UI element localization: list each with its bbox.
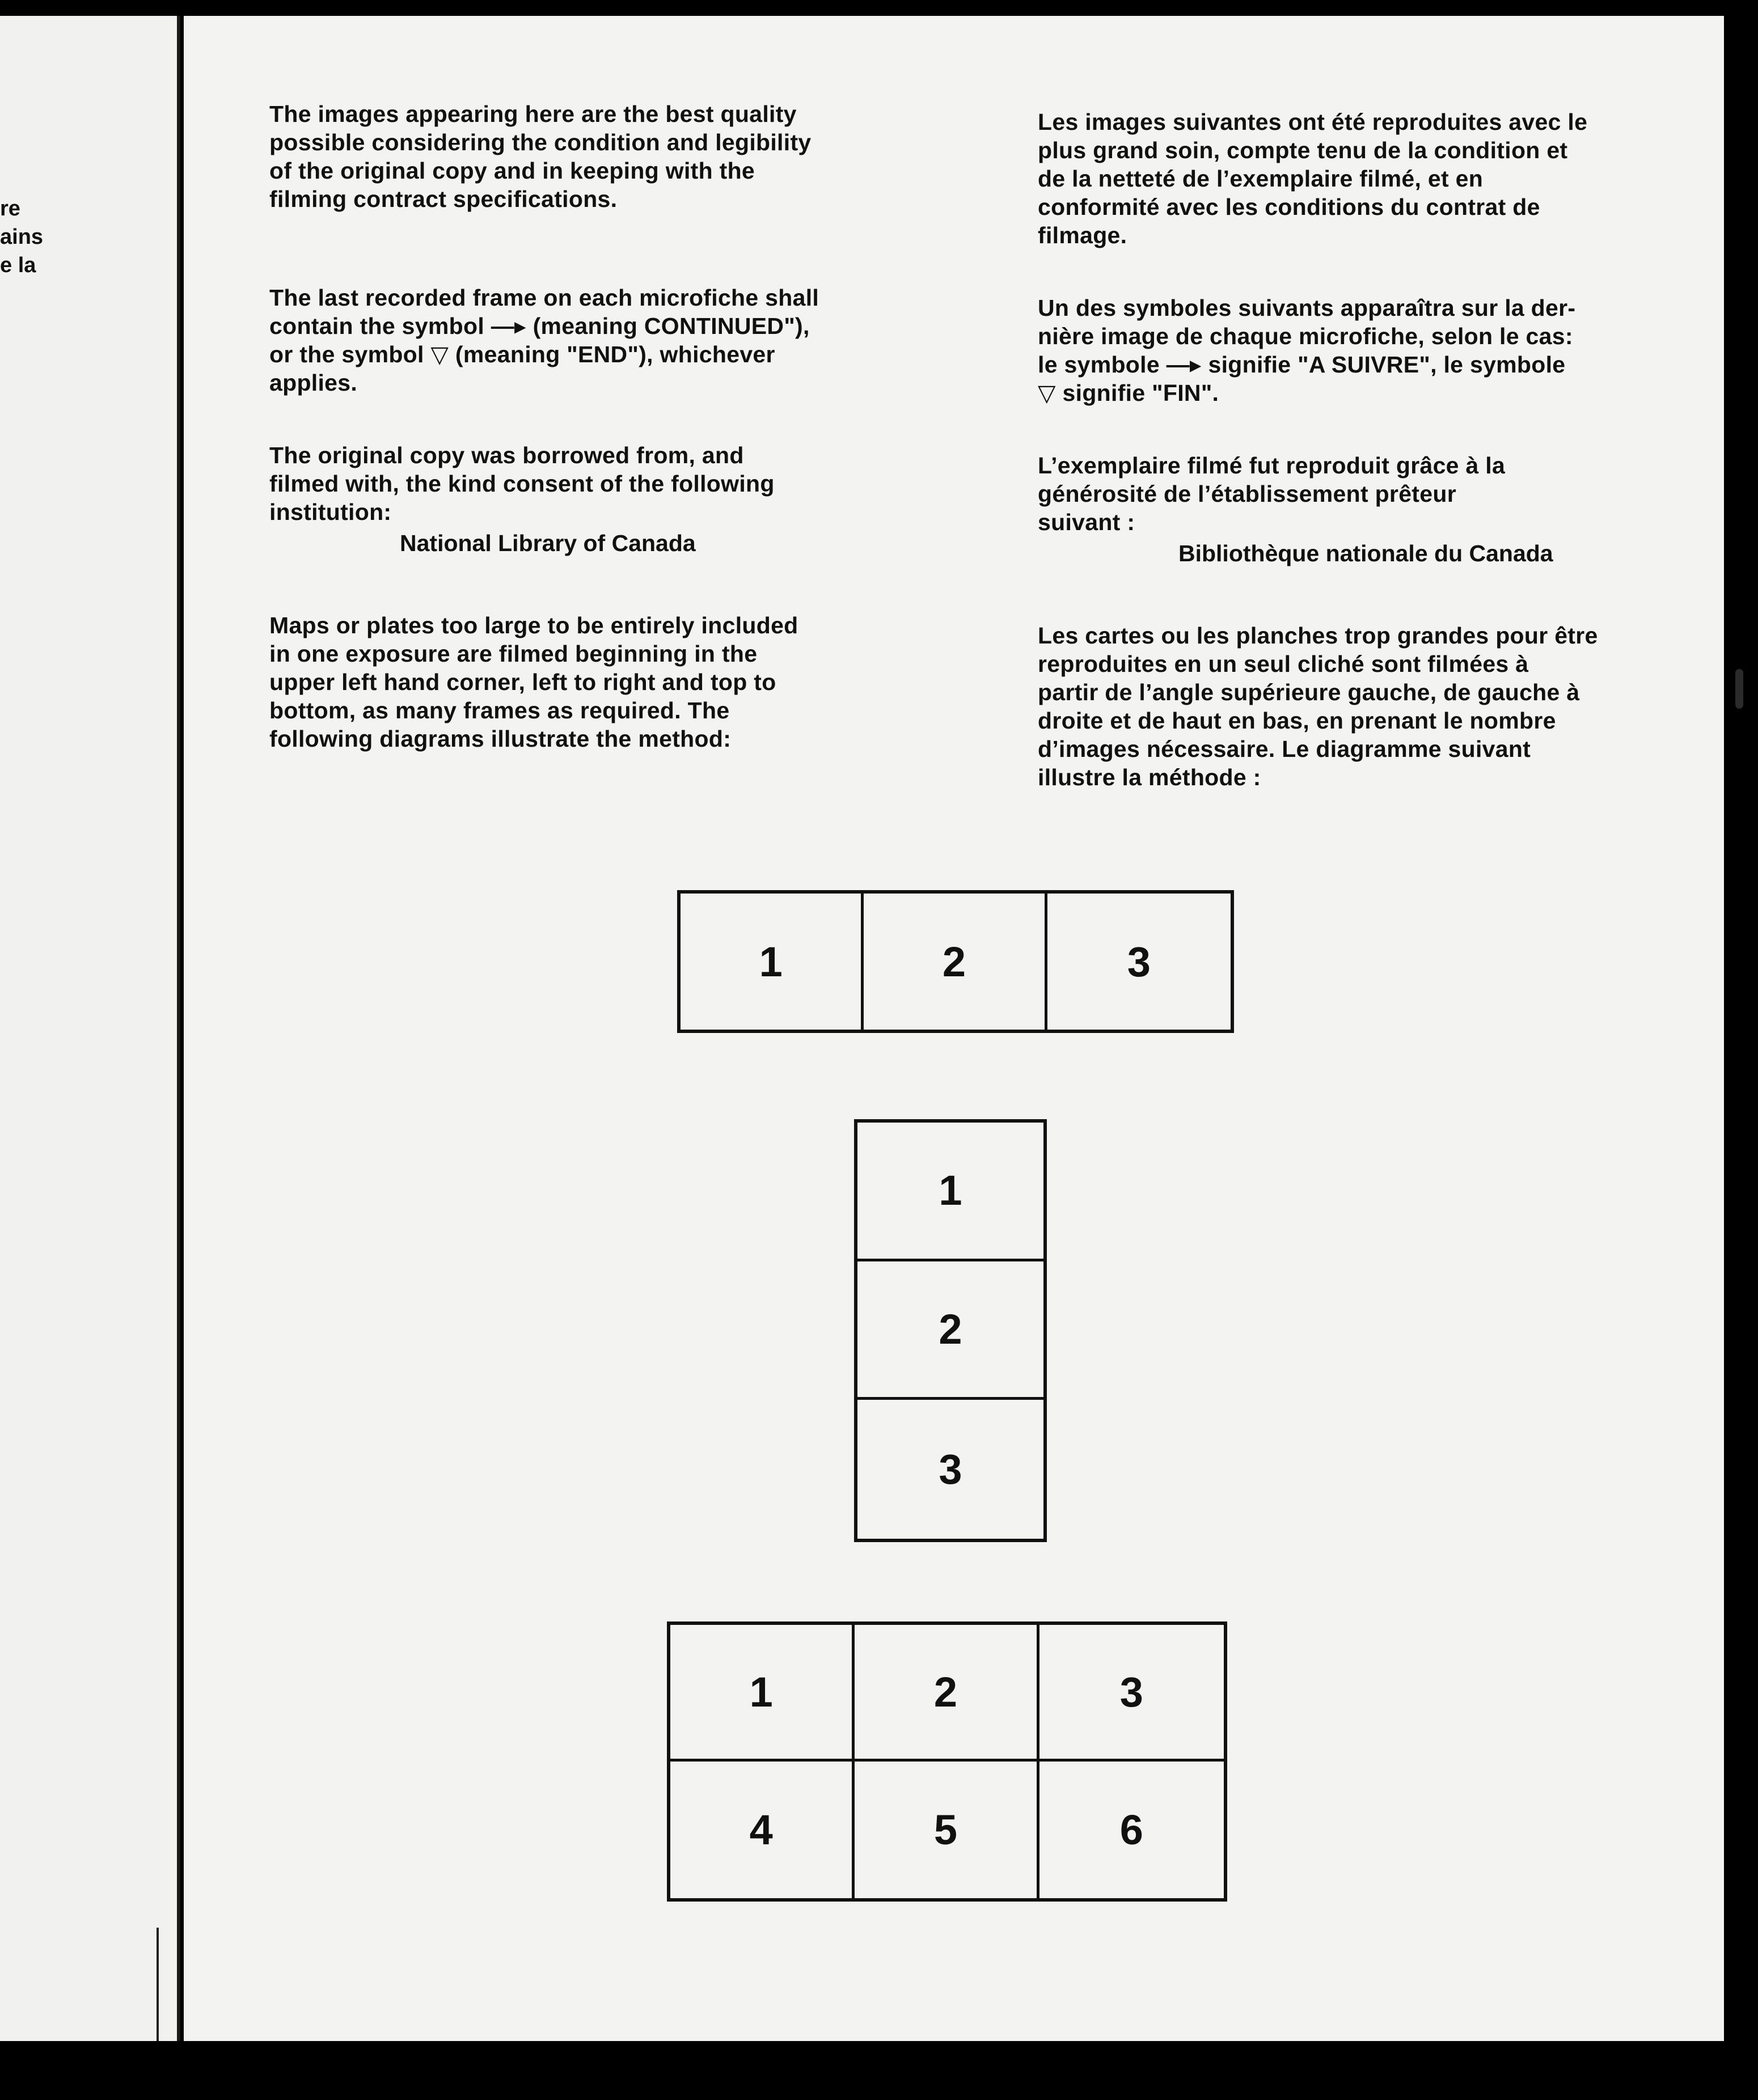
frame-cell: 5 bbox=[855, 1762, 1039, 1898]
fragment-text: e la bbox=[0, 253, 36, 277]
edge-mark bbox=[1735, 669, 1743, 709]
en-loan-notice: The original copy was borrowed from, and filmed with, the kind consent of the following institution: bbox=[269, 442, 775, 525]
diagram-matrix-frames bbox=[667, 1621, 1227, 1902]
frame-cell: 6 bbox=[1119, 1806, 1143, 1853]
page-divider bbox=[157, 1928, 159, 2041]
frame-cell: 2 bbox=[855, 1625, 1039, 1762]
frame-cell: 1 bbox=[670, 1625, 855, 1762]
fr-quality-notice: Les images suivantes ont été reproduites avec le plus grand soin, compte tenu de la condition et de la netteté de l’exemplaire filmé, et en conformité avec les conditions du contrat de filmage. bbox=[1038, 109, 1588, 248]
en-symbol-notice: The last recorded frame on each microfiche shall contain the symbol —▸ (meaning CONTINUED"), or the symbol ▽ (meaning "END"), whichever applies. bbox=[269, 285, 819, 396]
fr-institution: Bibliothèque nationale du Canada bbox=[1178, 540, 1553, 566]
diagram-horizontal-frames bbox=[677, 890, 1234, 1033]
en-institution: National Library of Canada bbox=[400, 530, 696, 556]
frame-cell: 2 bbox=[857, 1261, 1043, 1400]
page-divider bbox=[177, 16, 180, 2041]
fragment-text: ains bbox=[0, 225, 44, 249]
frame-cell: 2 bbox=[864, 894, 1047, 1030]
fr-loan-notice: L’exemplaire filmé fut reproduit grâce à la générosité de l’établissement prêteur suivant : bbox=[1038, 452, 1506, 535]
fragment-text: re bbox=[0, 197, 20, 221]
frame-cell: 3 bbox=[939, 1446, 962, 1493]
fr-maps-notice: Les cartes ou les planches trop grandes pour être reproduites en un seul cliché sont filmées à partir de l’angle supérieure gauche, de gauche à droite et de haut en bas, en prenant le nombre d’images nécessaire. Le diagramme suivant illustre la méthode : bbox=[1038, 623, 1598, 790]
adjacent-page-strip bbox=[0, 16, 177, 2041]
en-maps-notice: Maps or plates too large to be entirely included in one exposure are filmed beginning in the upper left hand corner, left to right and top to bottom, as many frames as required. The following diagrams illustrate the method: bbox=[269, 612, 798, 752]
frame-cell: 3 bbox=[1039, 1625, 1224, 1762]
en-quality-notice: The images appearing here are the best quality possible considering the condition and legibility of the original copy and in keeping with the filming contract specifications. bbox=[269, 101, 812, 212]
frame-cell: 4 bbox=[670, 1762, 855, 1898]
frame-cell: 3 bbox=[1127, 938, 1151, 985]
diagram-vertical-frames bbox=[854, 1119, 1047, 1542]
frame-cell: 1 bbox=[681, 894, 864, 1030]
frame-cell: 1 bbox=[857, 1123, 1043, 1261]
fr-symbol-notice: Un des symboles suivants apparaîtra sur la der- nière image de chaque microfiche, selon le cas: le symbole —▸ signifie "A SUIVRE", le symbole ▽ signifie "FIN". bbox=[1038, 295, 1576, 406]
